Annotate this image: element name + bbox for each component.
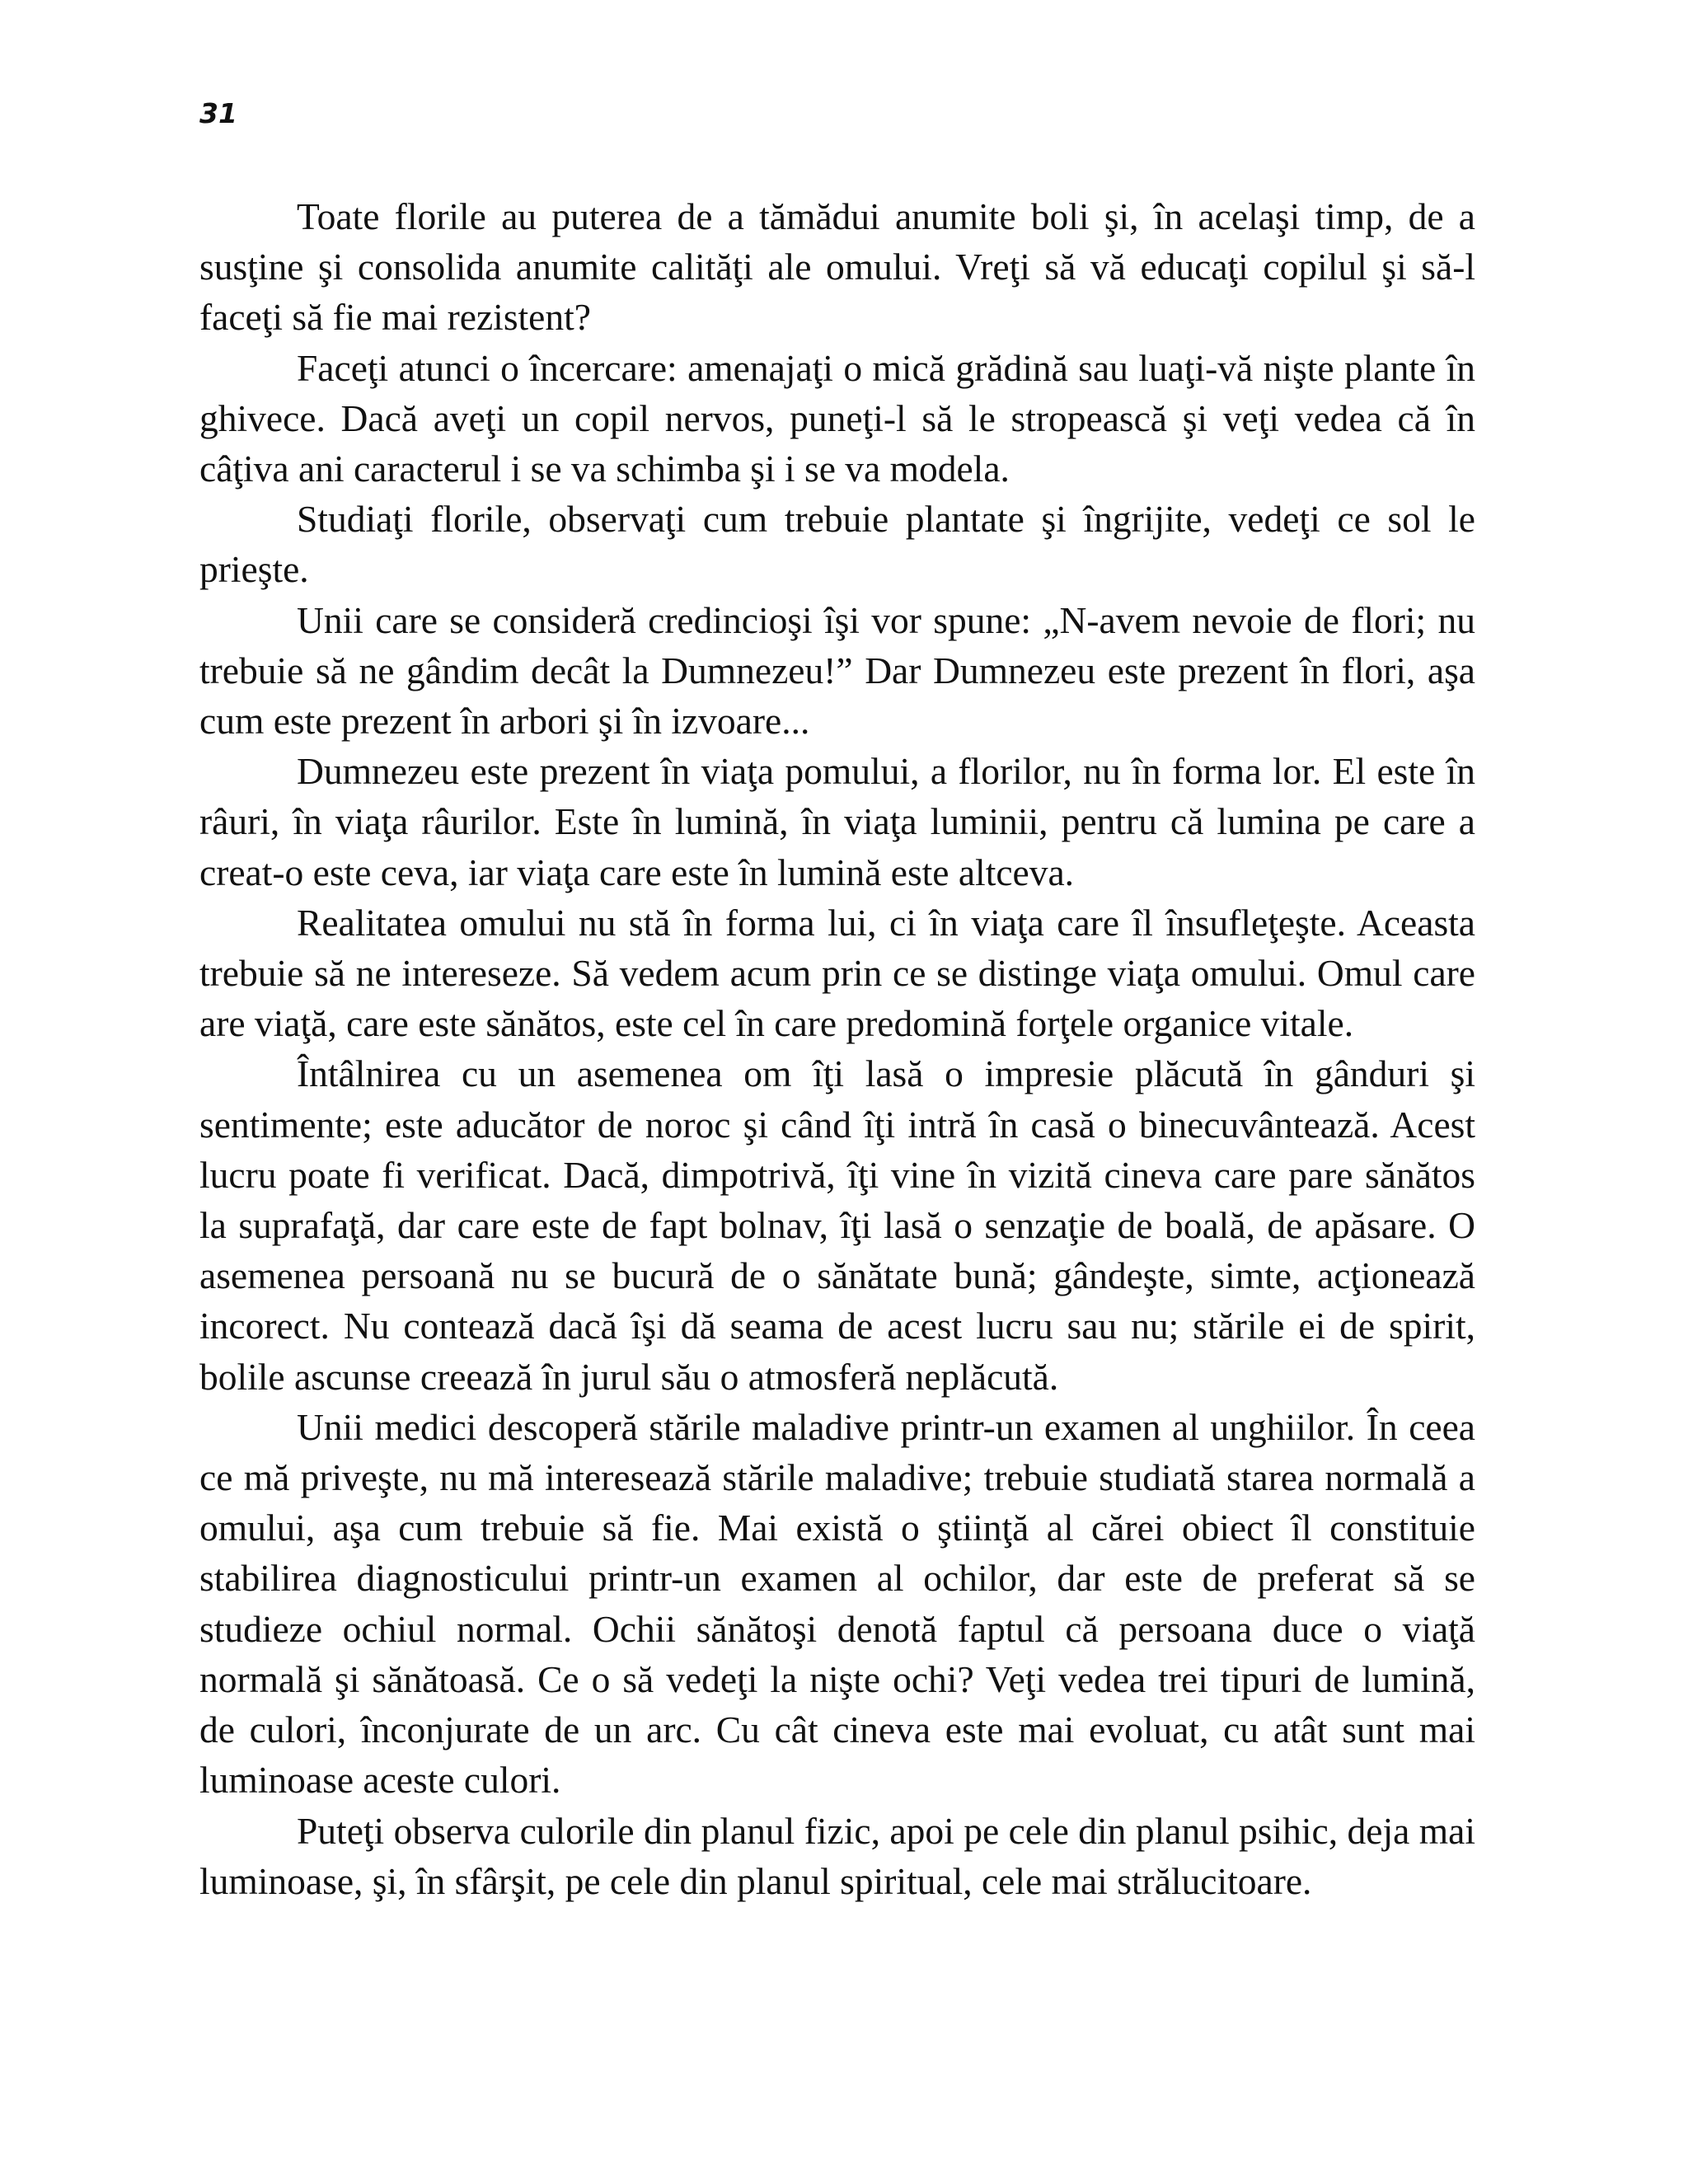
paragraph: Unii care se consideră credincioşi îşi vor spune: „N-avem nevoie de flori; nu trebuie să ne gândim decât la Dumnezeu!” Dar Dumnezeu este prezent în flori, aşa cum este prezent în arbori şi în izvoare... <box>199 598 1475 743</box>
paragraph: Puteţi observa culorile din planul fizic, apoi pe cele din planul psihic, deja mai luminoase, şi, în sfârşit, pe cele din planul spiritual, cele mai strălucitoare. <box>199 1809 1475 1902</box>
paragraph: Studiaţi florile, observaţi cum trebuie plantate şi îngrijite, vedeţi ce sol le prieşte. <box>199 498 1475 591</box>
paragraph: Unii medici descoperă stările maladive printr-un examen al unghiilor. În ceea ce mă priveşte, nu mă interesează stările maladive; trebuie studiată starea normală a omului, aşa cum trebuie să fie. Mai există o ştiinţă al cărei obiect îl constituie stabilirea diagnosticului printr-un examen al ochilor, dar este de preferat să se studieze ochiul normal. Ochii sănătoşi denotă faptul că persoana duce o viaţă normală şi sănătoasă. Ce o să vedeţi la nişte ochi? Veţi vedea trei tipuri de lumină, de culori, înconjurate de un arc. Cu cât cineva este mai evoluat, cu atât sunt mai luminoase aceste culori. <box>199 1405 1475 1802</box>
body-text <box>199 191 1475 1906</box>
paragraph: Întâlnirea cu un asemenea om îţi lasă o impresie plăcută în gânduri şi sentimente; este aducător de noroc şi când îţi intră în casă o binecuvântează. Acest lucru poate fi verificat. Dacă, dimpotrivă, îţi vine în vizită cineva care pare sănătos la suprafaţă, dar care este de fapt bolnav, îţi lasă o senzaţie de boală, de apăsare. O asemenea persoană nu se bucură de o sănătate bună; gândeşte, simte, acţionează incorect. Nu contează dacă îşi dă seama de acest lucru sau nu; stările ei de spirit, bolile ascunse creează în jurul său o atmosferă neplăcută. <box>199 1052 1475 1398</box>
paragraph: Faceţi atunci o încercare: amenajaţi o mică grădină sau luaţi-vă nişte plante în ghivece. Dacă aveţi un copil nervos, puneţi-l să le stropească şi veţi vedea că în câţiva ani caracterul i se va schimba şi i se va modela. <box>199 346 1475 490</box>
paragraph: Realitatea omului nu stă în forma lui, ci în viaţa care îl însufleţeşte. Aceasta trebuie să ne intereseze. Să vedem acum prin ce se distinge viaţa omului. Omul care are viaţă, care este sănătos, este cel în care predomină forţele organice vitale. <box>199 901 1475 1045</box>
paragraph: Toate florile au puterea de a tămădui anumite boli şi, în acelaşi timp, de a susţine şi consolida anumite calităţi ale omului. Vreţi să vă educaţi copilul şi să-l faceţi să fie mai rezistent? <box>199 195 1475 339</box>
page-number: 31 <box>199 97 237 129</box>
paragraph: Dumnezeu este prezent în viaţa pomului, a florilor, nu în forma lor. El este în râuri, în viaţa râurilor. Este în lumină, în viaţa luminii, pentru că lumina pe care a creat-o este ceva, iar viaţa care este în lumină este altceva. <box>199 750 1475 893</box>
